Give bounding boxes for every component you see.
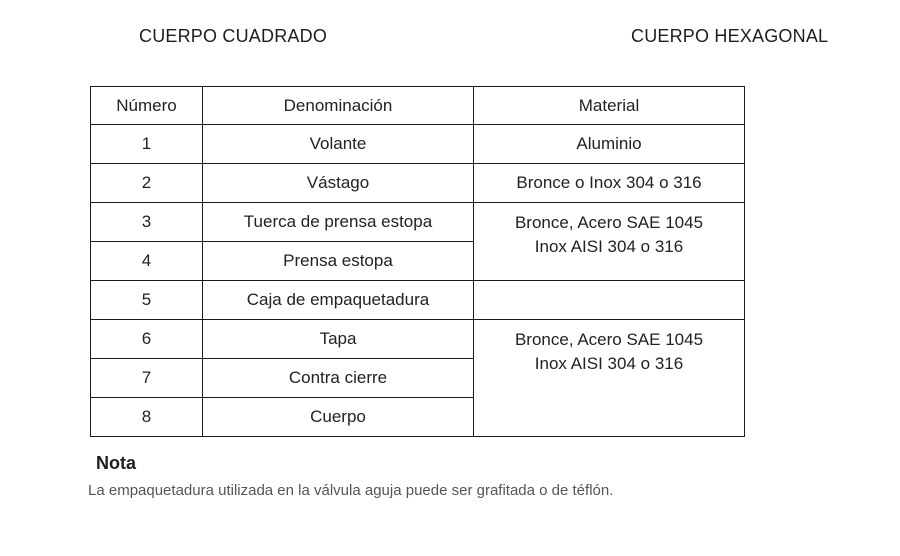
cell-denominacion: Vástago bbox=[203, 164, 474, 203]
heading-cuerpo-hexagonal: CUERPO HEXAGONAL bbox=[631, 26, 829, 46]
cell-numero: 5 bbox=[91, 281, 203, 320]
cell-denominacion: Tuerca de prensa estopa bbox=[203, 203, 474, 242]
cell-denominacion: Cuerpo bbox=[203, 398, 474, 437]
table-header-row bbox=[91, 87, 745, 125]
table-row bbox=[91, 164, 745, 203]
cell-material: Aluminio bbox=[474, 125, 745, 164]
table-row bbox=[91, 203, 745, 242]
cell-material-merged bbox=[474, 203, 745, 281]
material-line: Bronce, Acero SAE 1045 bbox=[514, 330, 704, 349]
cell-numero: 6 bbox=[91, 320, 203, 359]
table-row bbox=[91, 320, 745, 359]
note-title: Nota bbox=[96, 453, 136, 473]
material-line: Inox AISI 304 o 316 bbox=[534, 354, 684, 373]
note-text: La empaquetadura utilizada en la válvula aguja puede ser grafitada o de téflón. bbox=[88, 482, 614, 499]
table-row bbox=[91, 125, 745, 164]
cell-numero: 8 bbox=[91, 398, 203, 437]
heading-cuerpo-cuadrado: CUERPO CUADRADO bbox=[139, 26, 328, 46]
cell-material: Bronce o Inox 304 o 316 bbox=[474, 164, 745, 203]
cell-denominacion: Contra cierre bbox=[203, 359, 474, 398]
header-numero: Número bbox=[91, 87, 203, 125]
cell-numero: 7 bbox=[91, 359, 203, 398]
parts-table bbox=[90, 86, 745, 437]
material-line: Bronce, Acero SAE 1045 bbox=[514, 213, 704, 232]
material-line: Inox AISI 304 o 316 bbox=[534, 237, 684, 256]
cell-denominacion: Prensa estopa bbox=[203, 242, 474, 281]
cell-material-merged bbox=[474, 320, 745, 437]
header-denominacion: Denominación bbox=[203, 87, 474, 125]
cell-numero: 3 bbox=[91, 203, 203, 242]
header-material: Material bbox=[474, 87, 745, 125]
cell-numero: 1 bbox=[91, 125, 203, 164]
cell-denominacion: Caja de empaquetadura bbox=[203, 281, 474, 320]
cell-numero: 4 bbox=[91, 242, 203, 281]
cell-denominacion: Tapa bbox=[203, 320, 474, 359]
table-row bbox=[91, 281, 745, 320]
cell-material bbox=[474, 281, 745, 320]
cell-denominacion: Volante bbox=[203, 125, 474, 164]
cell-numero: 2 bbox=[91, 164, 203, 203]
